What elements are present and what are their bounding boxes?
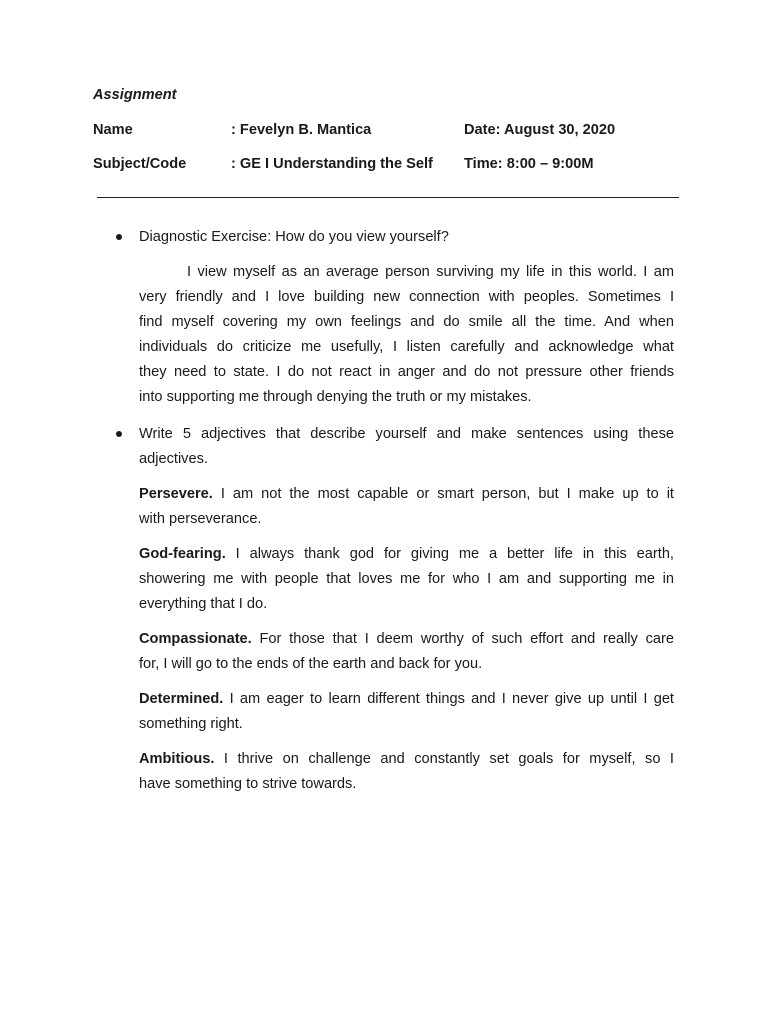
adjectives-prompt-line: adjectives. — [139, 451, 208, 467]
adjective-sentence: I am eager to learn different things and I never give up until I get — [223, 691, 674, 707]
adjective-sentence-line: for, I will go to the ends of the earth and back for you. — [139, 656, 483, 672]
bullet-dot-adjectives — [116, 431, 122, 437]
adjective-term: Determined. — [139, 691, 224, 707]
diagnostic-line: they need to state. I do not react in anger and do not pressure other friends — [139, 364, 674, 380]
header-divider — [97, 197, 679, 198]
time-field: Time: 8:00 – 9:00M — [464, 156, 594, 172]
subject-row — [93, 156, 693, 176]
diagnostic-prompt: Diagnostic Exercise: How do you view yourself? — [139, 229, 449, 245]
diagnostic-line: I view myself as an average person surviving my life in this world. I am — [187, 264, 674, 280]
name-row — [93, 122, 693, 142]
name-value: : Fevelyn B. Mantica — [231, 122, 372, 138]
adjective-sentence: I always thank god for giving me a better life in this earth, — [225, 546, 674, 562]
name-label: Name — [93, 122, 133, 138]
adjective-sentence: I thrive on challenge and constantly set goals for myself, so I — [214, 751, 674, 767]
date-field: Date: August 30, 2020 — [464, 122, 616, 138]
adjective-sentence-line: showering me with people that loves me for who I am and supporting me in — [139, 571, 674, 587]
adjective-sentence: For those that I deem worthy of such effort and really care — [251, 631, 674, 647]
diagnostic-line: very friendly and I love building new connection with peoples. Sometimes I — [139, 289, 674, 305]
adjective-item-compassionate — [139, 629, 674, 649]
diagnostic-line: into supporting me through denying the truth or my mistakes. — [139, 389, 532, 405]
adjective-term: God-fearing. — [139, 546, 226, 562]
adjective-item-determined — [139, 689, 674, 709]
subject-value: : GE I Understanding the Self — [231, 156, 433, 172]
adjective-item-ambitious — [139, 749, 674, 769]
assignment-heading: Assignment — [93, 87, 177, 103]
diagnostic-line: individuals do criticize me usefully, I listen carefully and acknowledge what — [139, 339, 674, 355]
adjective-item-persevere — [139, 484, 674, 504]
subject-label: Subject/Code — [93, 156, 187, 172]
adjective-sentence-line: everything that I do. — [139, 596, 268, 612]
adjective-sentence-line: something right. — [139, 716, 243, 732]
adjective-term: Compassionate. — [139, 631, 252, 647]
adjective-item-god-fearing — [139, 544, 674, 564]
adjective-sentence-line: have something to strive towards. — [139, 776, 357, 792]
adjective-sentence-line: with perseverance. — [139, 511, 262, 527]
bullet-dot-diagnostic — [116, 234, 122, 240]
diagnostic-line: find myself covering my own feelings and do smile all the time. And when — [139, 314, 674, 330]
adjective-term: Persevere. — [139, 486, 213, 502]
adjective-sentence: I am not the most capable or smart person, but I make up to it — [212, 486, 674, 502]
adjective-term: Ambitious. — [139, 751, 215, 767]
adjectives-prompt-line: Write 5 adjectives that describe yourself and make sentences using these — [139, 426, 674, 442]
